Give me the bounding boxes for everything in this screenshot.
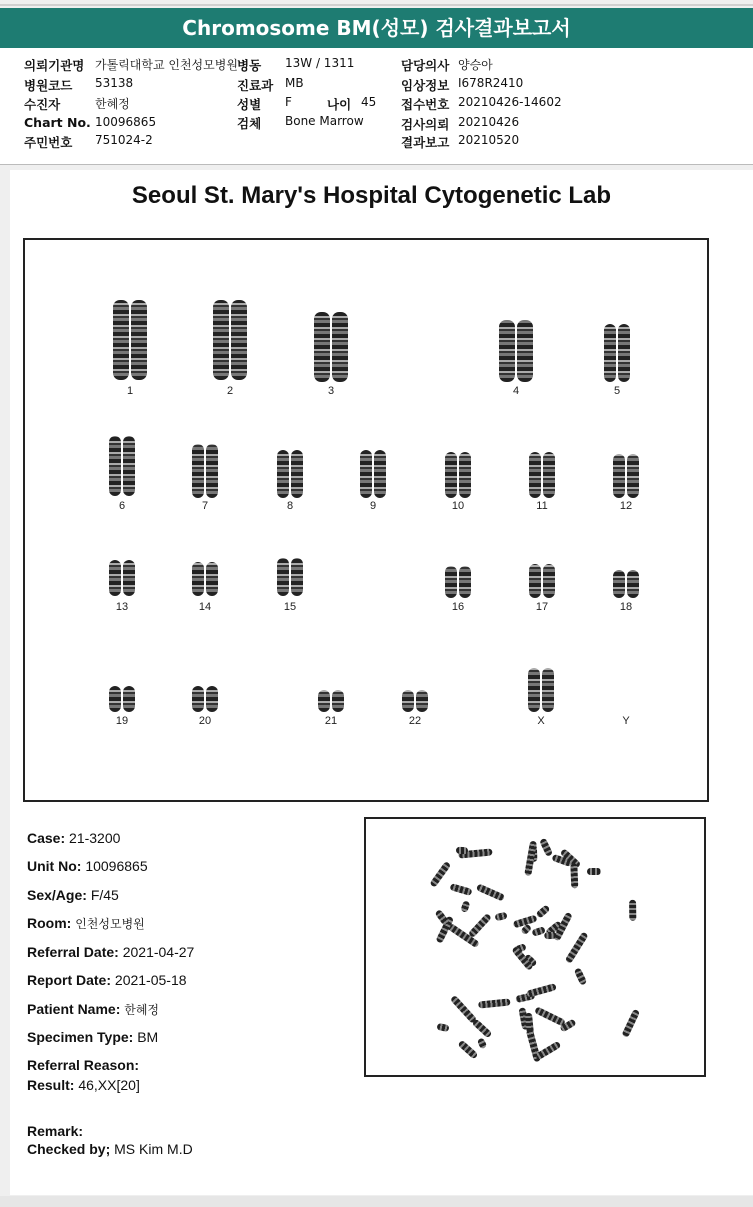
chromosome-14-homolog — [192, 562, 204, 596]
info-value-doctor: 양승아 — [458, 58, 493, 72]
metaphase-chromosome — [477, 1037, 488, 1049]
chromosome-2-homolog — [231, 300, 247, 380]
field-label-checked-by: Checked by; — [27, 1141, 111, 1157]
info-label-hospital-code: 병원코드 — [24, 78, 73, 93]
chromosome-15-homolog — [277, 558, 289, 596]
info-value-specimen: Bone Marrow — [285, 114, 364, 128]
metaphase-chromosome — [437, 1023, 450, 1032]
chromosome-3-homolog — [314, 312, 330, 382]
info-label-patient: 수진자 — [24, 97, 61, 112]
chromosome-4-homolog — [517, 320, 533, 382]
chromosome-6-homolog — [123, 436, 135, 496]
top-divider — [0, 4, 753, 6]
field-label-case: Case: — [27, 830, 66, 846]
report-document — [10, 170, 753, 1195]
chromosome-19-homolog — [123, 686, 135, 712]
info-label-doctor: 담당의사 — [401, 58, 450, 73]
info-label-chart-no: Chart No. — [24, 115, 91, 130]
field-value-sex-age: F/45 — [90, 887, 119, 903]
chromosome-label-2: 2 — [226, 385, 234, 397]
chromosome-label-14: 14 — [198, 601, 212, 613]
chromosome-label-3: 3 — [327, 385, 335, 397]
info-label-report-date: 결과보고 — [401, 135, 450, 150]
chromosome-3-homolog — [332, 312, 348, 382]
info-value-request-date: 20210426 — [458, 115, 520, 129]
chromosome-22-homolog — [402, 690, 414, 712]
metaphase-chromosome — [450, 994, 478, 1023]
field-value-checked-by: MS Kim M.D — [114, 1141, 193, 1157]
metaphase-chromosome — [534, 1007, 566, 1027]
chromosome-label-12: 12 — [619, 500, 633, 512]
metaphase-chromosome — [429, 861, 451, 888]
metaphase-chromosome — [621, 1008, 640, 1038]
chromosome-13-homolog — [109, 560, 121, 596]
metaphase-chromosome — [525, 983, 556, 998]
chromosome-5-homolog — [618, 324, 630, 382]
chromosome-11-homolog — [543, 452, 555, 498]
chromosome-label-6: 6 — [118, 500, 126, 512]
chromosome-18-homolog — [627, 570, 639, 598]
field-label-remark: Remark: — [27, 1123, 84, 1139]
field-value-referral-date: 2021-04-27 — [122, 944, 195, 960]
report-banner-title: Chromosome BM(성모) 검사결과보고서 — [0, 8, 753, 48]
chromosome-4-homolog — [499, 320, 515, 382]
chromosome-9-homolog — [374, 450, 386, 498]
chromosome-label-16: 16 — [451, 601, 465, 613]
info-value-report-date: 20210520 — [458, 133, 520, 147]
chromosome-22-homolog — [416, 690, 428, 712]
chromosome-15-homolog — [291, 558, 303, 596]
chromosome-16-homolog — [445, 566, 457, 598]
chromosome-13-homolog — [123, 560, 135, 596]
field-label-referral-reason: Referral Reason: — [27, 1057, 140, 1073]
field-label-unit-no: Unit No: — [27, 858, 82, 874]
chromosome-label-20: 20 — [198, 715, 212, 727]
chromosome-label-21: 21 — [324, 715, 338, 727]
chromosome-label-22: 22 — [408, 715, 422, 727]
info-value-receipt-no: 20210426-14602 — [458, 95, 562, 109]
chromosome-label-5: 5 — [613, 385, 621, 397]
chromosome-16-homolog — [459, 566, 471, 598]
info-label-institution: 의뢰기관명 — [24, 58, 85, 73]
chromosome-7-homolog — [206, 444, 218, 498]
chromosome-label-9: 9 — [369, 500, 377, 512]
chromosome-21-homolog — [332, 690, 344, 712]
info-value-institution: 가톨릭대학교 인천성모병원 — [95, 58, 238, 72]
chromosome-18-homolog — [613, 570, 625, 598]
page-footer-bar — [0, 1196, 753, 1207]
metaphase-chromosome — [535, 905, 550, 919]
field-value-patient-name: 한혜정 — [124, 1003, 160, 1017]
metaphase-chromosome — [629, 900, 636, 921]
info-label-specimen: 검체 — [237, 116, 262, 131]
info-value-clinical-info: I678R2410 — [458, 76, 524, 90]
chromosome-label-19: 19 — [115, 715, 129, 727]
chromosome-20-homolog — [192, 686, 204, 712]
chromosome-10-homolog — [459, 452, 471, 498]
info-value-ward: 13W / 1311 — [285, 56, 355, 70]
chromosome-14-homolog — [206, 562, 218, 596]
chromosome-8-homolog — [291, 450, 303, 498]
chromosome-9-homolog — [360, 450, 372, 498]
field-label-specimen-type: Specimen Type: — [27, 1029, 134, 1045]
chromosome-21-homolog — [318, 690, 330, 712]
chromosome-19-homolog — [109, 686, 121, 712]
field-value-room: 인천성모병원 — [75, 917, 145, 931]
chromosome-17-homolog — [529, 564, 541, 598]
info-label-ward: 병동 — [237, 58, 262, 73]
metaphase-chromosome — [565, 931, 589, 963]
field-value-specimen-type: BM — [137, 1029, 159, 1045]
karyotype-figure — [23, 238, 709, 802]
field-label-room: Room: — [27, 915, 72, 931]
field-value-report-date: 2021-05-18 — [114, 972, 187, 988]
chromosome-label-8: 8 — [286, 500, 294, 512]
info-value-hospital-code: 53138 — [95, 76, 134, 90]
metaphase-chromosome — [573, 968, 587, 986]
chromosome-20-homolog — [206, 686, 218, 712]
metaphase-chromosome — [544, 931, 557, 938]
field-value-case: 21-3200 — [69, 830, 121, 846]
metaphase-chromosome — [570, 863, 578, 888]
chromosome-label-10: 10 — [451, 500, 465, 512]
metaphase-chromosome — [461, 900, 471, 912]
info-value-chart-no: 10096865 — [95, 115, 157, 129]
info-value-department: MB — [285, 76, 304, 90]
info-label-clinical-info: 임상정보 — [401, 78, 450, 93]
info-value-sex: F — [285, 95, 292, 109]
metaphase-chromosome — [456, 846, 469, 854]
field-label-referral-date: Referral Date: — [27, 944, 119, 960]
chromosome-12-homolog — [627, 454, 639, 498]
chromosome-12-homolog — [613, 454, 625, 498]
info-label-department: 진료과 — [237, 78, 274, 93]
chromosome-17-homolog — [543, 564, 555, 598]
field-label-result: Result: — [27, 1077, 75, 1093]
chromosome-8-homolog — [277, 450, 289, 498]
chromosome-6-homolog — [109, 436, 121, 496]
chromosome-label-18: 18 — [619, 601, 633, 613]
chromosome-label-13: 13 — [115, 601, 129, 613]
metaphase-chromosome — [476, 883, 506, 901]
field-value-result: 46,XX[20] — [78, 1077, 140, 1093]
lab-title: Seoul St. Mary's Hospital Cytogenetic Lab — [131, 182, 612, 209]
chromosome-label-x: X — [537, 715, 545, 727]
chromosome-1-homolog — [131, 300, 147, 380]
chromosome-7-homolog — [192, 444, 204, 498]
info-value-age: 45 — [361, 95, 377, 109]
metaphase-chromosome — [536, 1041, 562, 1061]
field-label-report-date: Report Date: — [27, 972, 112, 988]
chromosome-label-17: 17 — [535, 601, 549, 613]
field-label-patient-name: Patient Name: — [27, 1001, 121, 1017]
info-value-patient: 한혜정 — [95, 97, 130, 111]
metaphase-chromosome — [540, 838, 554, 858]
chromosome-x-homolog — [528, 668, 540, 712]
info-label-sex: 성별 — [237, 97, 262, 112]
chromosome-1-homolog — [113, 300, 129, 380]
metaphase-chromosome — [494, 911, 507, 921]
chromosome-2-homolog — [213, 300, 229, 380]
metaphase-chromosome — [477, 998, 510, 1008]
info-value-resident-no: 751024-2 — [95, 133, 153, 147]
chromosome-x-homolog — [542, 668, 554, 712]
chromosome-label-11: 11 — [536, 500, 548, 512]
metaphase-chromosome — [468, 913, 492, 938]
metaphase-chromosome — [449, 883, 472, 896]
field-value-unit-no: 10096865 — [85, 858, 148, 874]
info-label-receipt-no: 접수번호 — [401, 97, 450, 112]
chromosome-label-1: 1 — [126, 385, 134, 397]
chromosome-5-homolog — [604, 324, 616, 382]
info-label-resident-no: 주민번호 — [24, 135, 73, 150]
info-label-request-date: 검사의뢰 — [401, 117, 450, 132]
chromosome-label-y: Y — [622, 715, 630, 727]
info-label-age: 나이 — [327, 97, 352, 112]
chromosome-label-15: 15 — [283, 601, 297, 613]
metaphase-image — [364, 817, 706, 1077]
patient-info-panel — [0, 48, 753, 165]
chromosome-label-7: 7 — [201, 500, 209, 512]
metaphase-chromosome — [457, 1040, 478, 1060]
metaphase-chromosome — [587, 868, 601, 875]
chromosome-11-homolog — [529, 452, 541, 498]
chromosome-10-homolog — [445, 452, 457, 498]
chromosome-label-4: 4 — [512, 385, 520, 397]
field-label-sex-age: Sex/Age: — [27, 887, 87, 903]
